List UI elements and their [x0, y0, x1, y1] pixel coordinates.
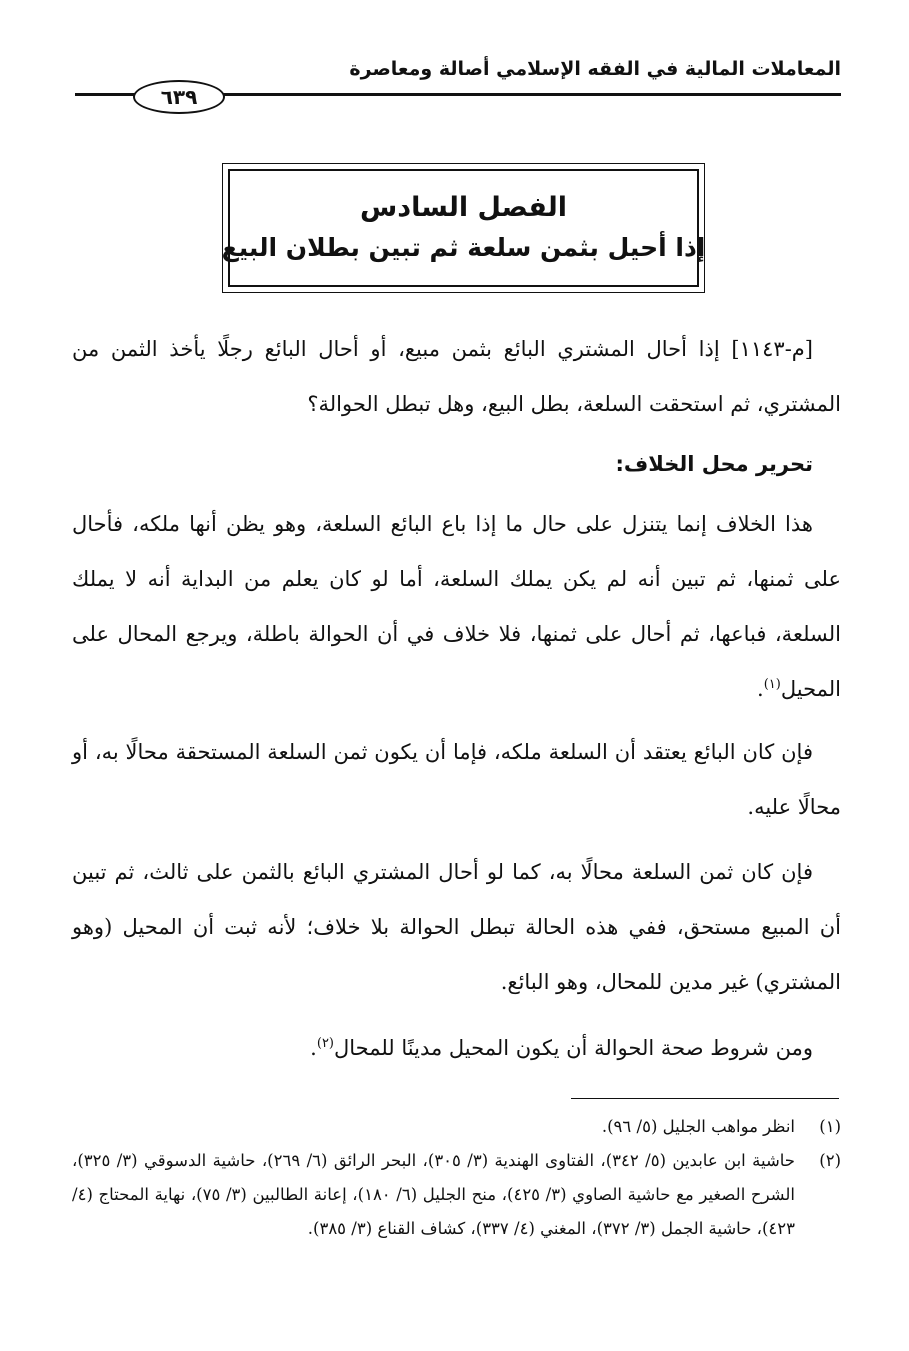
paragraph-condition — [72, 1021, 841, 1076]
footnote-2 — [72, 1144, 841, 1246]
page-number — [133, 80, 225, 114]
running-title: المعاملات المالية في الفقه الإسلامي أصالة ومعاصرة — [349, 58, 841, 80]
chapter-heading-box — [222, 163, 705, 293]
chapter-number: الفصل السادس — [359, 191, 568, 223]
paragraph-scope-text: هذا الخلاف إنما يتنزل على حال ما إذا باع البائع السلعة، وهو يظن أنها ملكه، فأحال على ثمنها، ثم تبين أنه لم يكن يملك السلعة، أما لو كان يعلم من البداية أنه لا يملك السلعة، فباعها، ثم أحال على ثمنها، فلا خلاف في أن الحوالة باطلة، ويرجع المحال على المحيل — [72, 512, 841, 701]
paragraph-seller-belief: فإن كان البائع يعتقد أن السلعة ملكه، فإما أن يكون ثمن السلعة المستحقة محالًا به، أو محالًا عليه. — [72, 740, 841, 819]
paragraph-scope — [72, 497, 841, 717]
footnote-ref-1[interactable]: (١) — [763, 677, 781, 692]
paragraph-scope-end: . — [757, 677, 764, 701]
page-number-text: ٦٣٩ — [160, 85, 198, 109]
footnote-number: (٢) — [819, 1151, 841, 1170]
paragraph-question: [م-١١٤٣] إذا أحال المشتري البائع بثمن مبيع، أو أحال البائع رجلًا يأخذ الثمن من المشتري، ثم استحقت السلعة، بطل البيع، وهل تبطل الحوالة؟ — [72, 337, 841, 416]
footnote-text: انظر مواهب الجليل (٥/ ٩٦). — [601, 1117, 795, 1136]
chapter-title: إذا أحيل بثمن سلعة ثم تبين بطلان البيع — [221, 233, 706, 263]
footnote-ref-2[interactable]: (٢) — [316, 1036, 334, 1051]
footnote-text: حاشية ابن عابدين (٥/ ٣٤٢)، الفتاوى الهندية (٣/ ٣٠٥)، البحر الرائق (٦/ ٢٦٩)، حاشية الدسوقي (٣/ ٣٢٥)، الشرح الصغير مع حاشية الصاوي (٣/ ٤٢٥)، منح الجليل (٦/ ١٨٠)، إعانة الطالبين (٣/ ٧٥)، نهاية المحتاج (٤/ ٤٢٣)، حاشية الجمل (٣/ ٣٧٢)، المغني (٤/ ٣٣٧)، كشاف القناع (٣/ ٣٨٥). — [72, 1151, 796, 1238]
footnotes — [72, 1110, 841, 1246]
paragraph-condition-text: ومن شروط صحة الحوالة أن يكون المحيل مدينًا للمحال — [334, 1036, 813, 1060]
footnote-1 — [72, 1110, 841, 1144]
footnote-separator — [571, 1098, 839, 1099]
footnote-number: (١) — [819, 1117, 841, 1136]
chapter-heading-inner-frame — [221, 169, 706, 287]
paragraph-price-transferred: فإن كان ثمن السلعة محالًا به، كما لو أحال المشتري البائع بالثمن على ثالث، ثم تبين أن المبيع مستحق، ففي هذه الحالة تبطل الحوالة بلا خلاف؛ لأنه ثبت أن المحيل (وهو المشتري) غير مدين للمحال، وهو البائع. — [72, 860, 841, 994]
section-heading: تحرير محل الخلاف: — [615, 452, 813, 476]
paragraph-condition-end: . — [310, 1036, 317, 1060]
